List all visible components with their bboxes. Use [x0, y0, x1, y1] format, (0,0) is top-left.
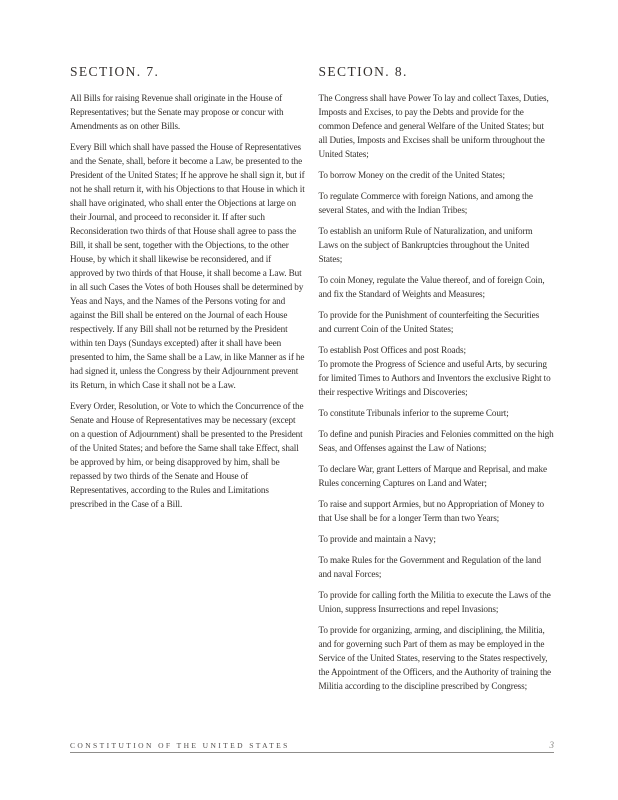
paragraph: To provide for the Punishment of counterfeiting the Securities and current Coin of the United States;: [318, 310, 540, 334]
paragraph: To establish an uniform Rule of Naturalization, and uniform Laws on the subject of Bankruptcies throughout the United States;: [318, 226, 533, 264]
paragraph: To constitute Tribunals inferior to the supreme Court;: [318, 408, 509, 418]
paragraph: Every Bill which shall have passed the House of Representatives and the Senate, shall, before it become a Law, be presented to the President of the United States; If he approve he shall sign it, but if not he shall return it, with his Objections to that House in which it shall have originated, who shall enter the Objections at large on their Journal, and proceed to reconsider it. If after such Reconsideration two thirds of that House shall agree to pass the Bill, it shall be sent, together with the Objections, to the other House, by which it shall likewise be reconsidered, and if approved by two thirds of that House, it shall become a Law. But in all such Cases the Votes of both Houses shall be determined by Yeas and Nays, and the Names of the Persons voting for and against the Bill shall be entered on the Journal of each House respectively. If any Bill shall not be returned by the President within ten Days (Sundays excepted) after it shall have been presented to him, the Same shall be a Law, in like Manner as if he had signed it, unless the Congress by their Adjournment prevent its Return, in which Case it shall not be a Law.: [70, 142, 305, 390]
section-8-heading: SECTION. 8.: [318, 64, 408, 79]
paragraph: The Congress shall have Power To lay and collect Taxes, Duties, Imposts and Excises, to pay the Debts and provide for the common Defence and general Welfare of the United States; but all Duties, Imposts and Excises shall be uniform throughout the United States;: [318, 93, 549, 159]
paragraph: Every Order, Resolution, or Vote to which the Concurrence of the Senate and House of Representatives may be necessary (except on a question of Adjournment) shall be presented to the President of the United States; and before the Same shall take Effect, shall be approved by him, or being disapproved by him, shall be repassed by two thirds of the Senate and House of Representatives, according to the Rules and Limitations prescribed in the Case of a Bill.: [70, 401, 304, 509]
footer-rule: [70, 752, 554, 753]
paragraph: To borrow Money on the credit of the United States;: [318, 170, 505, 180]
paragraph: To promote the Progress of Science and useful Arts, by securing for limited Times to Authors and Inventors the exclusive Right to their respective Writings and Discoveries;: [318, 359, 551, 397]
two-column-layout: [70, 64, 554, 693]
paragraph: To establish Post Offices and post Roads;: [318, 345, 466, 355]
footer-row: [70, 740, 554, 750]
paragraph: To declare War, grant Letters of Marque and Reprisal, and make Rules concerning Captures on Land and Water;: [318, 464, 547, 488]
paragraph: To provide for calling forth the Militia to execute the Laws of the Union, suppress Insurrections and repel Invasions;: [318, 590, 551, 614]
paragraph: To coin Money, regulate the Value thereof, and of foreign Coin, and fix the Standard of Weights and Measures;: [318, 275, 545, 299]
section-7-body: [70, 91, 306, 511]
page-footer: [70, 740, 554, 753]
paragraph: To regulate Commerce with foreign Nations, and among the several States, and with the Indian Tribes;: [318, 191, 533, 215]
paragraph: To provide for organizing, arming, and disciplining, the Militia, and for governing such Part of them as may be employed in the Service of the United States, reserving to the States respectively, the Appointment of the Officers, and the Authority of training the Militia according to the discipline prescribed by Congress;: [318, 625, 552, 691]
footer-page-number: 3: [549, 740, 554, 750]
paragraph: To make Rules for the Government and Regulation of the land and naval Forces;: [318, 555, 541, 579]
section-8-column: [319, 64, 555, 693]
paragraph: To raise and support Armies, but no Appropriation of Money to that Use shall be for a longer Term than two Years;: [318, 499, 545, 523]
section-8-body: [319, 91, 555, 693]
paragraph: To provide and maintain a Navy;: [318, 534, 436, 544]
section-7-column: [70, 64, 306, 693]
paragraph: To define and punish Piracies and Felonies committed on the high Seas, and Offenses against the Law of Nations;: [318, 429, 554, 453]
section-7-heading: SECTION. 7.: [70, 64, 160, 79]
footer-running-title: CONSTITUTION OF THE UNITED STATES: [70, 741, 290, 750]
paragraph: All Bills for raising Revenue shall originate in the House of Representatives; but the Senate may propose or concur with Amendments as on other Bills.: [70, 93, 284, 131]
